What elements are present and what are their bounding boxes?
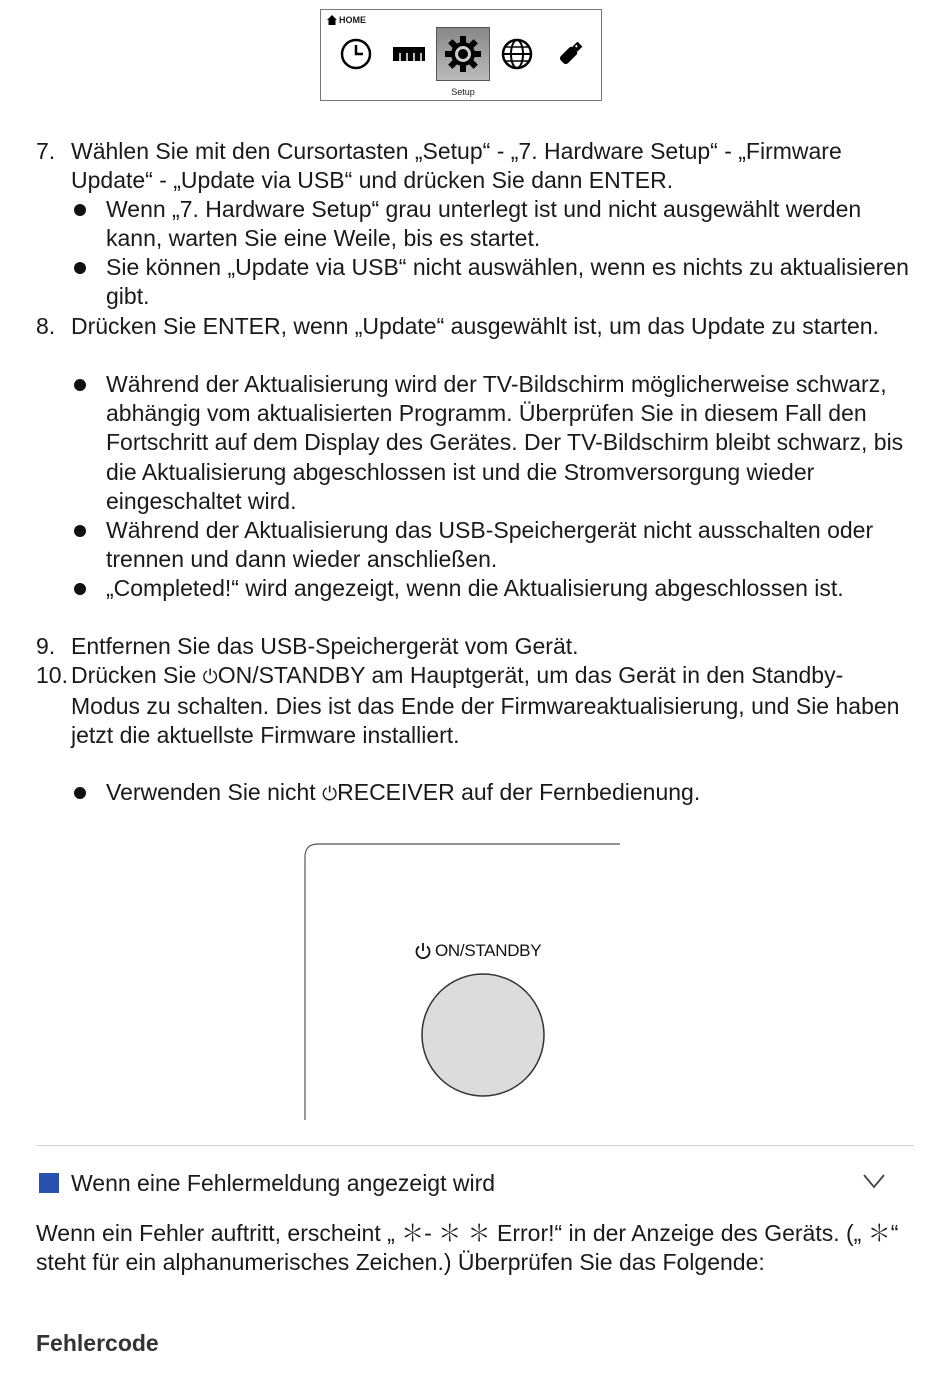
step-text: Drücken Sie ⏻ON/STANDBY am Hauptgerät, um das Gerät in den Standby-Modus zu schalten. Dies ist das Ende der Firmwareaktualisierung, und Sie haben jetzt die aktuellste Firmware installiert. bbox=[71, 662, 900, 749]
step-10 bbox=[36, 661, 906, 751]
network-globe-icon bbox=[490, 27, 544, 81]
input-bar-icon bbox=[382, 27, 436, 81]
bullet-text: Während der Aktualisierung wird der TV-Bildschirm möglicherweise schwarz, abhängig vom aktualisierten Programm. Überprüfen Sie in diesem Fall den Fortschritt auf dem Display des Gerätes. Der TV-Bildschirm bleibt schwarz, bis die Aktualisierung abgeschlossen ist und die Stromversorgung wieder eingeschaltet wird. bbox=[106, 371, 904, 514]
bullet-dot bbox=[74, 379, 86, 391]
section-square-icon bbox=[39, 1173, 59, 1193]
power-icon: ⏻ bbox=[202, 667, 218, 688]
clock-icon bbox=[329, 27, 383, 81]
usb-stick-icon bbox=[543, 27, 597, 81]
error-paragraph: Wenn ein Fehler auftritt, erscheint „ ＊- ＊ ＊ Error!“ in der Anzeige des Geräts. („ ＊“ steht für ein alphanumerisches Zeichen.) Überprüfen Sie das Folgende: bbox=[36, 1220, 899, 1276]
bullet-item bbox=[71, 516, 911, 574]
step-text: Drücken Sie ENTER, wenn „Update“ ausgewählt ist, um das Update zu starten. bbox=[71, 313, 879, 339]
bullet-dot bbox=[74, 583, 86, 595]
bullet-text: Während der Aktualisierung das USB-Speichergerät nicht ausschalten oder trennen und dann wieder anschließen. bbox=[106, 517, 874, 573]
error-section-toggle[interactable] bbox=[36, 1168, 914, 1200]
device-illustration bbox=[304, 843, 624, 1123]
bullet-item bbox=[71, 253, 911, 311]
bullet-dot bbox=[74, 204, 86, 216]
bullet-item bbox=[71, 574, 911, 603]
step-number: 9. bbox=[36, 633, 56, 659]
power-icon: ⏻ bbox=[322, 784, 338, 805]
bullet-dot bbox=[74, 787, 86, 799]
section-divider bbox=[36, 1145, 914, 1146]
standby-button bbox=[422, 974, 544, 1096]
bullet-item bbox=[71, 778, 911, 809]
home-label: HOME bbox=[327, 15, 366, 25]
step-text: Entfernen Sie das USB-Speichergerät vom Gerät. bbox=[71, 633, 579, 659]
standby-label: ON/STANDBY bbox=[414, 941, 541, 961]
section-title: Wenn eine Fehlermeldung angezeigt wird bbox=[71, 1170, 496, 1196]
bullet-dot bbox=[74, 262, 86, 274]
house-icon bbox=[327, 15, 337, 25]
chevron-down-icon[interactable] bbox=[862, 1172, 886, 1190]
bullet-text: Sie können „Update via USB“ nicht auswählen, wenn es nichts zu aktualisieren gibt. bbox=[106, 254, 909, 310]
home-menu-figure bbox=[320, 9, 602, 101]
step-7 bbox=[36, 137, 906, 195]
bullet-text: Wenn „7. Hardware Setup“ grau unterlegt ist und nicht ausgewählt werden kann, warten Sie eine Weile, bis es startet. bbox=[106, 196, 862, 252]
gear-icon bbox=[436, 27, 490, 81]
step-number: 8. bbox=[36, 313, 56, 339]
setup-caption: Setup bbox=[451, 87, 475, 97]
step-8 bbox=[36, 312, 906, 341]
bullet-text: Verwenden Sie nicht ⏻RECEIVER auf der Fernbedienung. bbox=[106, 779, 701, 805]
bullet-item bbox=[71, 195, 911, 253]
bullet-text: „Completed!“ wird angezeigt, wenn die Aktualisierung abgeschlossen ist. bbox=[106, 575, 844, 601]
device-outline bbox=[304, 843, 624, 1123]
step-number: 7. bbox=[36, 138, 56, 164]
bullet-item bbox=[71, 370, 911, 516]
step-number: 10. bbox=[36, 662, 68, 688]
power-icon bbox=[414, 942, 432, 960]
step-9 bbox=[36, 632, 906, 661]
bullet-dot bbox=[74, 525, 86, 537]
error-code-heading: Fehlercode bbox=[36, 1330, 159, 1356]
step-text: Wählen Sie mit den Cursortasten „Setup“ - „7. Hardware Setup“ - „Firmware Update“ - „Update via USB“ und drücken Sie dann ENTER. bbox=[71, 138, 842, 194]
